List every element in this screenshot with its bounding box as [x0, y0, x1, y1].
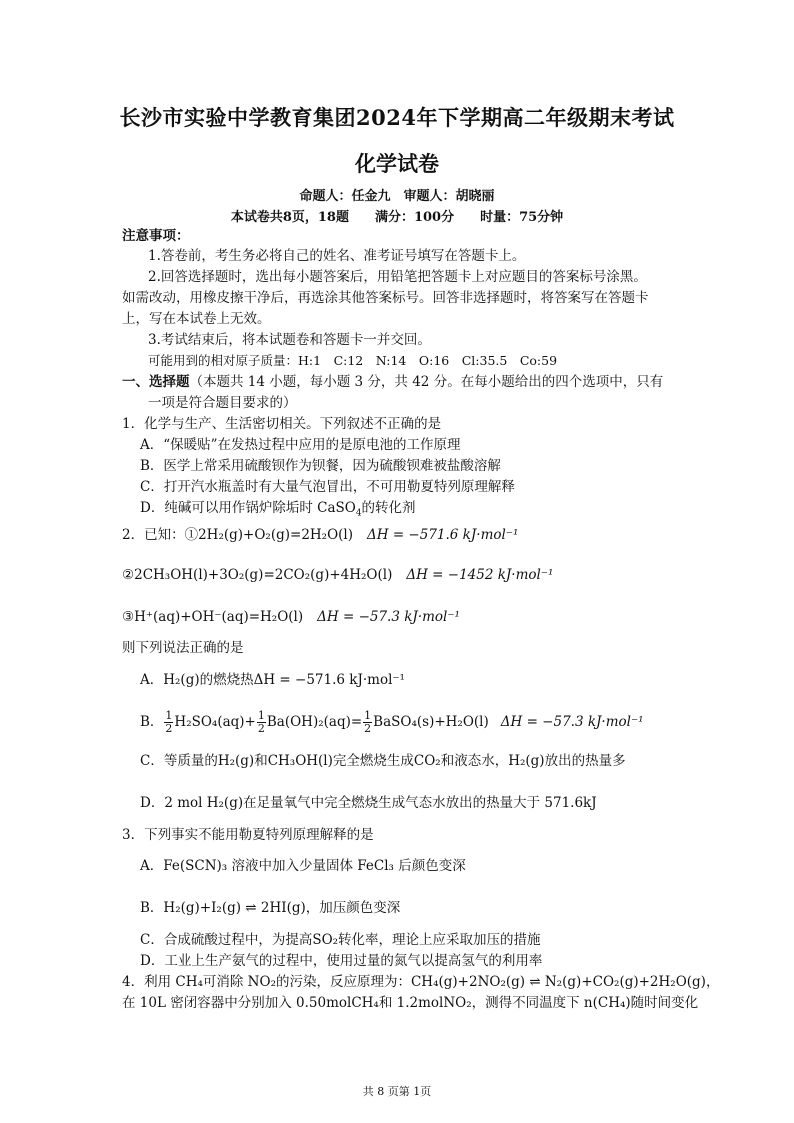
q2-stem — [122, 526, 518, 544]
exam-authors: 命题人：任金九 审题人：胡晓丽 — [299, 189, 495, 204]
exam-title: 长沙市实验中学教育集团2024年下学期高二年级期末考试 — [119, 105, 675, 130]
q4-line-2: 在 10L 密闭容器中分别加入 0.50molCH₄和 1.2molNO₂，测得不同温度下 n(CH₄)随时间变化 — [122, 995, 699, 1011]
notice-item-2b: 如需改动，用橡皮擦干净后，再选涂其他答案标号。回答非选择题时，将答案写在答题卡 — [122, 290, 649, 306]
q3-option-d: D．工业上生产氨气的过程中，使用过量的氮气以提高氢气的利用率 — [140, 953, 543, 969]
fraction-num: 1 — [257, 709, 265, 722]
q2-option-a: A．H₂(g)的燃烧热ΔH = −571.6 kJ·mol⁻¹ — [140, 672, 405, 688]
q2-eq3-line — [122, 608, 460, 626]
q2-eq2-dh: ΔH = −1452 kJ·mol⁻¹ — [406, 567, 554, 583]
section-1-line-a — [122, 373, 663, 391]
q2-eq3-dh: ΔH = −57.3 kJ·mol⁻¹ — [317, 609, 460, 625]
q2-b-label: B． — [140, 714, 164, 730]
q1-option-c: C．打开汽水瓶盖时有大量气泡冒出，不可用勒夏特列原理解释 — [140, 479, 515, 495]
q3-option-a: A．Fe(SCN)₃ 溶液中加入少量固体 FeCl₃ 后颜色变深 — [140, 858, 466, 874]
q2-b-part2: Ba(OH)₂(aq)= — [266, 714, 363, 730]
q4-line-1: 4．利用 CH₄可消除 NO₂的污染，反应原理为：CH₄(g)+2NO₂(g) ⇌ N₂(g)+CO₂(g)+2H₂O(g)， — [122, 974, 720, 990]
q1-option-d — [140, 499, 416, 523]
q2-eq1: ①2H₂(g)+O₂(g)=2H₂O(l) — [184, 527, 354, 543]
q3-stem: 3．下列事实不能用勒夏特列原理解释的是 — [122, 827, 374, 843]
q1-d-pre: D．纯碱可以用作锅炉除垢时 CaSO — [140, 500, 356, 516]
q2-option-d: D．2 mol H₂(g)在足量氧气中完全燃烧生成气态水放出的热量大于 571.6kJ — [140, 795, 597, 811]
fraction-num: 1 — [364, 709, 372, 722]
q3-option-c: C．合成硫酸过程中，为提高SO₂转化率，理论上应采取加压的措施 — [140, 932, 541, 948]
notice-item-1: 1.答卷前，考生务必将自己的姓名、准考证号填写在答题卡上。 — [148, 248, 526, 264]
section-1-desc-b: 一项是符合题目要求的） — [148, 395, 297, 411]
q1-option-b: B．医学上常采用硫酸钡作为钡餐，因为硫酸钡难被盐酸溶解 — [140, 458, 501, 474]
q2-option-c: C．等质量的H₂(g)和CH₃OH(l)完全燃烧生成CO₂和液态水，H₂(g)放出的热量多 — [140, 753, 626, 769]
notice-item-2a: 2.回答选择题时，选出每小题答案后，用铅笔把答题卡上对应题目的答案标号涂黑。 — [148, 269, 647, 285]
q2-eq1-dh: ΔH = −571.6 kJ·mol⁻¹ — [367, 527, 519, 543]
section-1-heading: 一、选择题 — [122, 374, 190, 390]
q2-stem-pre: 2．已知： — [122, 527, 185, 543]
q1-d-post: 的转化剂 — [361, 500, 416, 516]
atomic-masses: 可能用到的相对原子质量：H:1 C:12 N:14 O:16 Cl:35.5 Co:59 — [148, 353, 558, 368]
fraction-den: 2 — [257, 722, 265, 735]
fraction-den: 2 — [165, 722, 173, 735]
notice-item-3: 3.考试结束后，将本试题卷和答题卡一并交回。 — [148, 332, 431, 348]
q2-b-part3: BaSO₄(s)+H₂O(l) — [373, 714, 489, 730]
q3-option-b: B．H₂(g)+I₂(g) ⇌ 2HI(g)，加压颜色变深 — [140, 900, 401, 916]
q1-option-a: A．“保暖贴”在发热过程中应用的是原电池的工作原理 — [140, 437, 461, 453]
exam-info: 本试卷共8页，18题 满分：100分 时量：75分钟 — [230, 210, 564, 225]
q2-b-dh: ΔH = −57.3 kJ·mol⁻¹ — [500, 714, 644, 730]
notice-item-2c: 上，写在本试卷上无效。 — [122, 311, 271, 327]
q1-stem: 1．化学与生产、生活密切相关。下列叙述不正确的是 — [122, 416, 442, 432]
notice-heading: 注意事项： — [122, 228, 190, 244]
q2-b-part1: H₂SO₄(aq)+ — [174, 714, 256, 730]
exam-subtitle: 化学试卷 — [355, 151, 439, 176]
section-1-desc-a: （本题共 14 小题，每小题 3 分，共 42 分。在每小题给出的四个选项中，只有 — [189, 374, 664, 390]
fraction-half — [257, 710, 266, 735]
fraction-den: 2 — [364, 722, 372, 735]
q2-option-b — [140, 707, 644, 737]
q2-eq2-line — [122, 566, 553, 584]
page-footer: 共 8 页第 1页 — [362, 1085, 432, 1098]
fraction-half — [363, 710, 372, 735]
q1-d-sub: 4 — [355, 508, 362, 519]
q2-eq2: ②2CH₃OH(l)+3O₂(g)=2CO₂(g)+4H₂O(l) — [122, 567, 393, 583]
fraction-num: 1 — [165, 709, 173, 722]
q2-ask: 则下列说法正确的是 — [122, 640, 244, 656]
fraction-half — [164, 710, 173, 735]
q2-eq3: ③H⁺(aq)+OH⁻(aq)=H₂O(l) — [122, 609, 304, 625]
